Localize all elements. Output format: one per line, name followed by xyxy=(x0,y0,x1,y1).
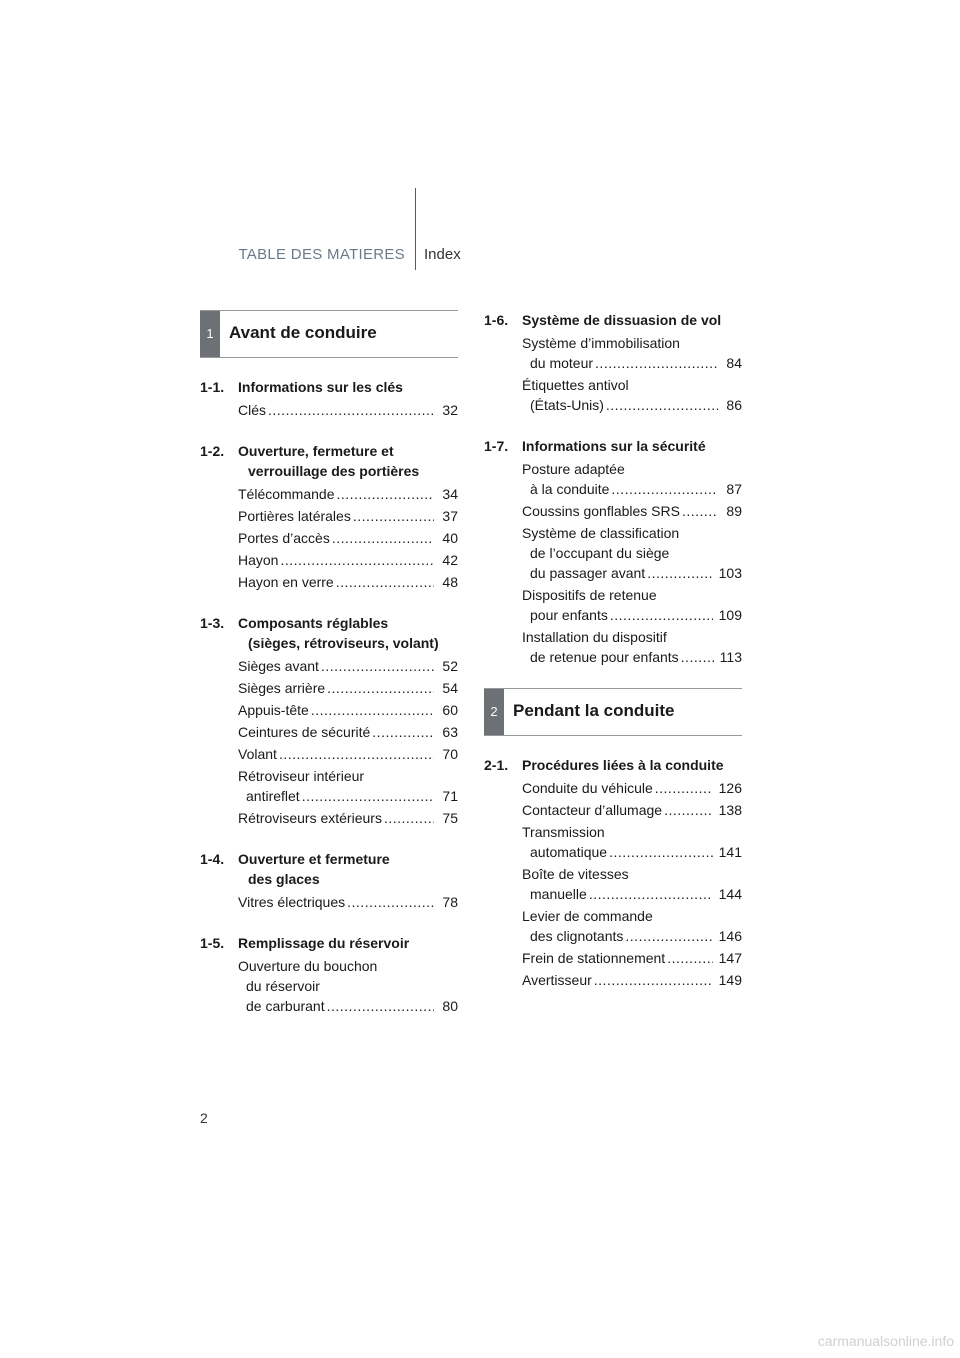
entry-page-number: 60 xyxy=(442,702,458,718)
entry-label: Frein de stationnement xyxy=(522,950,666,966)
toc-entry[interactable] xyxy=(200,550,458,570)
entry-text-line xyxy=(522,970,713,990)
toc-chapter xyxy=(484,310,742,415)
entry-label: Coussins gonflables SRS xyxy=(522,503,680,519)
entry-text-line: Étiquettes antivol xyxy=(522,377,629,393)
page-header xyxy=(0,0,960,280)
entry-text xyxy=(522,333,718,373)
section-header-2 xyxy=(484,688,742,736)
entry-label: Clés xyxy=(238,402,267,418)
section-title: Pendant la conduite xyxy=(513,701,675,720)
dot-leader xyxy=(681,647,714,667)
dot-leader xyxy=(332,528,434,548)
toc-entry[interactable] xyxy=(484,800,742,820)
dot-leader xyxy=(311,700,434,720)
section-number-badge: 2 xyxy=(484,689,504,735)
chapter-number: 1-4. xyxy=(200,851,225,867)
entry-label: du passager avant xyxy=(530,565,646,581)
entry-label: des clignotants xyxy=(530,928,624,944)
entry-page-number: 147 xyxy=(718,950,742,966)
entry-page-number: 32 xyxy=(442,402,458,418)
entry-text-line xyxy=(238,506,434,526)
toc-entry[interactable] xyxy=(200,484,458,504)
entry-text xyxy=(238,678,434,698)
dot-leader xyxy=(595,353,718,373)
chapter-number: 1-1. xyxy=(200,379,225,395)
entry-label: Portières latérales xyxy=(238,508,351,524)
entry-page-number: 87 xyxy=(726,481,742,497)
entry-page-number: 141 xyxy=(718,844,742,860)
entry-page-number: 40 xyxy=(442,530,458,546)
chapter-title xyxy=(522,755,742,775)
entry-text xyxy=(238,400,434,420)
chapter-title xyxy=(522,436,742,456)
toc-entry[interactable] xyxy=(484,627,742,667)
entry-text xyxy=(238,892,434,912)
dot-leader xyxy=(280,550,434,570)
entry-text-line: Rétroviseur intérieur xyxy=(238,768,365,784)
entry-page-number: 34 xyxy=(442,486,458,502)
index-link[interactable]: Index xyxy=(424,246,461,263)
entry-label: Conduite du véhicule xyxy=(522,780,653,796)
entry-text-line xyxy=(238,808,434,828)
entry-text-line xyxy=(238,678,434,698)
chapter-title-line: Informations sur les clés xyxy=(238,379,403,395)
entry-text-line: Installation du dispositif xyxy=(522,629,667,645)
chapter-title-line: Ouverture, fermeture et xyxy=(238,443,394,459)
chapter-title xyxy=(238,849,458,889)
entry-text xyxy=(238,722,434,742)
entry-label: automatique xyxy=(530,844,608,860)
entry-text xyxy=(522,523,713,583)
section-number-badge: 1 xyxy=(200,311,220,357)
chapter-list-section-2 xyxy=(484,755,742,990)
entry-label: de retenue pour enfants xyxy=(530,649,679,665)
entry-page-number: 70 xyxy=(442,746,458,762)
dot-leader xyxy=(279,744,434,764)
toc-entry[interactable] xyxy=(484,501,742,521)
chapter-title xyxy=(238,933,458,953)
entry-label: Ceintures de sécurité xyxy=(238,724,371,740)
toc-chapter xyxy=(200,441,458,592)
entry-label: Hayon xyxy=(238,552,279,568)
entry-label: Avertisseur xyxy=(522,972,592,988)
section-header-1 xyxy=(200,310,458,358)
page-number: 2 xyxy=(200,1110,208,1126)
dot-leader xyxy=(327,996,434,1016)
entry-page-number: 89 xyxy=(726,503,742,519)
entry-text-line xyxy=(522,605,713,625)
dot-leader xyxy=(667,948,712,968)
toc-entry[interactable] xyxy=(484,948,742,968)
chapter-title-line: Procédures liées à la conduite xyxy=(522,757,724,773)
toc-entry[interactable] xyxy=(200,656,458,676)
entry-text-line xyxy=(238,996,434,1016)
toc-entry[interactable] xyxy=(200,678,458,698)
chapter-number: 1-5. xyxy=(200,935,225,951)
entry-text xyxy=(238,744,434,764)
toc-entry[interactable] xyxy=(200,892,458,912)
entry-text-line xyxy=(238,786,434,806)
entry-page-number: 52 xyxy=(442,658,458,674)
entry-text xyxy=(522,501,718,521)
entry-page-number: 113 xyxy=(719,649,742,665)
entry-text-line: Levier de commande xyxy=(522,908,653,924)
entry-text xyxy=(238,484,434,504)
table-of-contents-link[interactable]: TABLE DES MATIERES xyxy=(238,246,405,263)
toc-entry[interactable] xyxy=(484,778,742,798)
entry-page-number: 144 xyxy=(718,886,742,902)
toc-entry[interactable] xyxy=(484,906,742,946)
entry-text-line: de l’occupant du siège xyxy=(530,545,670,561)
toc-entry[interactable] xyxy=(200,700,458,720)
dot-leader xyxy=(589,884,713,904)
dot-leader xyxy=(327,678,434,698)
entry-label: manuelle xyxy=(530,886,587,902)
entry-text-line xyxy=(238,484,434,504)
dot-leader xyxy=(594,970,713,990)
entry-text-line xyxy=(238,892,434,912)
dot-leader xyxy=(664,800,713,820)
entry-text xyxy=(238,572,434,592)
entry-label: pour enfants xyxy=(530,607,608,623)
entry-page-number: 149 xyxy=(718,972,742,988)
entry-label: Hayon en verre xyxy=(238,574,334,590)
entry-text-line xyxy=(522,501,718,521)
entry-text xyxy=(522,948,713,968)
entry-label: Télécommande xyxy=(238,486,335,502)
entry-text-line: Système de classification xyxy=(522,525,680,541)
entry-text-line: du réservoir xyxy=(246,978,320,994)
entry-text-line: Transmission xyxy=(522,824,605,840)
entry-text-line xyxy=(522,395,718,415)
dot-leader xyxy=(611,479,718,499)
entry-label: antireflet xyxy=(246,788,300,804)
toc-chapter xyxy=(484,436,742,667)
entry-text-line xyxy=(238,744,434,764)
chapter-list-section-1-continued xyxy=(484,310,742,667)
dot-leader xyxy=(655,778,713,798)
dot-leader xyxy=(337,484,435,504)
section-title: Avant de conduire xyxy=(229,323,377,342)
entry-page-number: 42 xyxy=(442,552,458,568)
entry-label: du moteur xyxy=(530,355,594,371)
chapter-title-line: Remplissage du réservoir xyxy=(238,935,410,951)
dot-leader xyxy=(347,892,434,912)
entry-text xyxy=(238,766,434,806)
chapter-title xyxy=(238,377,458,397)
toc-entry[interactable] xyxy=(200,528,458,548)
chapter-title-line: (sièges, rétroviseurs, volant) xyxy=(248,635,439,651)
toc-entry[interactable] xyxy=(200,744,458,764)
toc-chapter xyxy=(200,613,458,828)
toc-chapter xyxy=(484,755,742,990)
entry-page-number: 138 xyxy=(718,802,742,818)
entry-label: à la conduite xyxy=(530,481,610,497)
entry-text-line xyxy=(522,948,713,968)
entry-page-number: 86 xyxy=(726,397,742,413)
entry-text xyxy=(238,956,434,1016)
dot-leader xyxy=(336,572,434,592)
toc-chapter xyxy=(200,849,458,912)
chapter-number: 1-2. xyxy=(200,443,225,459)
entry-text-line xyxy=(522,563,713,583)
toc-entry[interactable] xyxy=(484,822,742,862)
entry-page-number: 71 xyxy=(442,788,458,804)
toc-entry[interactable] xyxy=(484,864,742,904)
entry-text-line xyxy=(238,528,434,548)
entry-text-line: Ouverture du bouchon xyxy=(238,958,378,974)
entry-text xyxy=(238,808,434,828)
toc-entry[interactable] xyxy=(200,808,458,828)
entry-text-line xyxy=(238,722,434,742)
entry-text xyxy=(522,800,713,820)
entry-label: Appuis-tête xyxy=(238,702,309,718)
entry-text-line xyxy=(238,656,434,676)
entry-text-line xyxy=(522,479,718,499)
toc-entry[interactable] xyxy=(484,523,742,583)
entry-text-line: Système d’immobilisation xyxy=(522,335,680,351)
dot-leader xyxy=(625,926,712,946)
chapter-title-line: Composants réglables xyxy=(238,615,389,631)
entry-label: Contacteur d’allumage xyxy=(522,802,663,818)
toc-entry[interactable] xyxy=(200,766,458,806)
toc-column-left xyxy=(200,310,458,1037)
dot-leader xyxy=(353,506,434,526)
entry-text xyxy=(238,656,434,676)
chapter-title-line: des glaces xyxy=(248,871,320,887)
entry-page-number: 78 xyxy=(442,894,458,910)
chapter-heading xyxy=(200,933,458,953)
entry-text xyxy=(522,459,718,499)
dot-leader xyxy=(302,786,434,806)
entry-text-line xyxy=(238,572,434,592)
entry-page-number: 146 xyxy=(718,928,742,944)
entry-text xyxy=(522,627,714,667)
entry-page-number: 54 xyxy=(442,680,458,696)
chapter-heading xyxy=(200,377,458,397)
entry-page-number: 80 xyxy=(442,998,458,1014)
dot-leader xyxy=(268,400,434,420)
toc-entry[interactable] xyxy=(200,506,458,526)
dot-leader xyxy=(609,842,713,862)
entry-label: Vitres électriques xyxy=(238,894,346,910)
toc-column-right xyxy=(484,310,742,1011)
chapter-number: 2-1. xyxy=(484,757,509,773)
entry-label: Rétroviseurs extérieurs xyxy=(238,810,382,826)
entry-text-line xyxy=(522,353,718,373)
toc-chapter xyxy=(200,377,458,420)
toc-entry[interactable] xyxy=(484,585,742,625)
entry-text-line: Boîte de vitesses xyxy=(522,866,629,882)
toc-entry[interactable] xyxy=(484,970,742,990)
chapter-list-section-1 xyxy=(200,377,458,1016)
chapter-title-line: verrouillage des portières xyxy=(248,463,420,479)
toc-entry[interactable] xyxy=(484,333,742,373)
entry-text-line: Dispositifs de retenue xyxy=(522,587,657,603)
entry-text-line xyxy=(522,778,713,798)
entry-text xyxy=(522,585,713,625)
chapter-heading xyxy=(200,613,458,653)
entry-label: Volant xyxy=(238,746,277,762)
dot-leader xyxy=(606,395,718,415)
chapter-number: 1-6. xyxy=(484,312,509,328)
entry-text-line: Posture adaptée xyxy=(522,461,625,477)
chapter-title-line: Informations sur la sécurité xyxy=(522,438,706,454)
entry-page-number: 75 xyxy=(442,810,458,826)
entry-text xyxy=(522,864,713,904)
entry-text-line xyxy=(522,842,713,862)
entry-page-number: 126 xyxy=(718,780,742,796)
toc-entry[interactable] xyxy=(484,459,742,499)
dot-leader xyxy=(610,605,713,625)
entry-page-number: 48 xyxy=(442,574,458,590)
entry-text-line xyxy=(238,400,434,420)
entry-text xyxy=(522,778,713,798)
chapter-title-line: Système de dissuasion de vol xyxy=(522,312,722,328)
entry-text xyxy=(238,528,434,548)
toc-entry[interactable] xyxy=(200,572,458,592)
chapter-title xyxy=(238,441,458,481)
toc-entry[interactable] xyxy=(200,400,458,420)
entry-label: Sièges avant xyxy=(238,658,319,674)
entry-page-number: 63 xyxy=(442,724,458,740)
chapter-heading xyxy=(200,849,458,889)
chapter-number: 1-7. xyxy=(484,438,509,454)
entry-text-line xyxy=(522,800,713,820)
entry-text-line xyxy=(522,926,713,946)
chapter-title xyxy=(522,310,742,330)
entry-page-number: 37 xyxy=(442,508,458,524)
entry-text xyxy=(522,375,718,415)
chapter-heading xyxy=(484,310,742,330)
chapter-title-line: Ouverture et fermeture xyxy=(238,851,390,867)
entry-text xyxy=(522,822,713,862)
chapter-heading xyxy=(484,436,742,456)
dot-leader xyxy=(384,808,434,828)
entry-label: Sièges arrière xyxy=(238,680,326,696)
entry-text xyxy=(522,970,713,990)
toc-entry[interactable] xyxy=(200,722,458,742)
entry-label: Portes d’accès xyxy=(238,530,330,546)
entry-label: (États-Unis) xyxy=(530,397,604,413)
entry-text xyxy=(238,550,434,570)
chapter-heading xyxy=(484,755,742,775)
entry-text-line xyxy=(522,647,714,667)
entry-page-number: 84 xyxy=(726,355,742,371)
toc-chapter xyxy=(200,933,458,1016)
chapter-title xyxy=(238,613,458,653)
entry-text-line xyxy=(238,700,434,720)
entry-text xyxy=(238,700,434,720)
entry-label: de carburant xyxy=(246,998,325,1014)
dot-leader xyxy=(647,563,712,583)
header-divider xyxy=(415,188,416,270)
dot-leader xyxy=(372,722,434,742)
entry-text-line xyxy=(522,884,713,904)
dot-leader xyxy=(682,501,718,521)
toc-entry[interactable] xyxy=(200,956,458,1016)
entry-text xyxy=(522,906,713,946)
dot-leader xyxy=(321,656,434,676)
entry-text-line xyxy=(238,550,434,570)
entry-page-number: 109 xyxy=(718,607,742,623)
watermark: carmanualsonline.info xyxy=(817,1333,954,1349)
chapter-number: 1-3. xyxy=(200,615,225,631)
toc-entry[interactable] xyxy=(484,375,742,415)
entry-page-number: 103 xyxy=(718,565,742,581)
entry-text xyxy=(238,506,434,526)
chapter-heading xyxy=(200,441,458,481)
